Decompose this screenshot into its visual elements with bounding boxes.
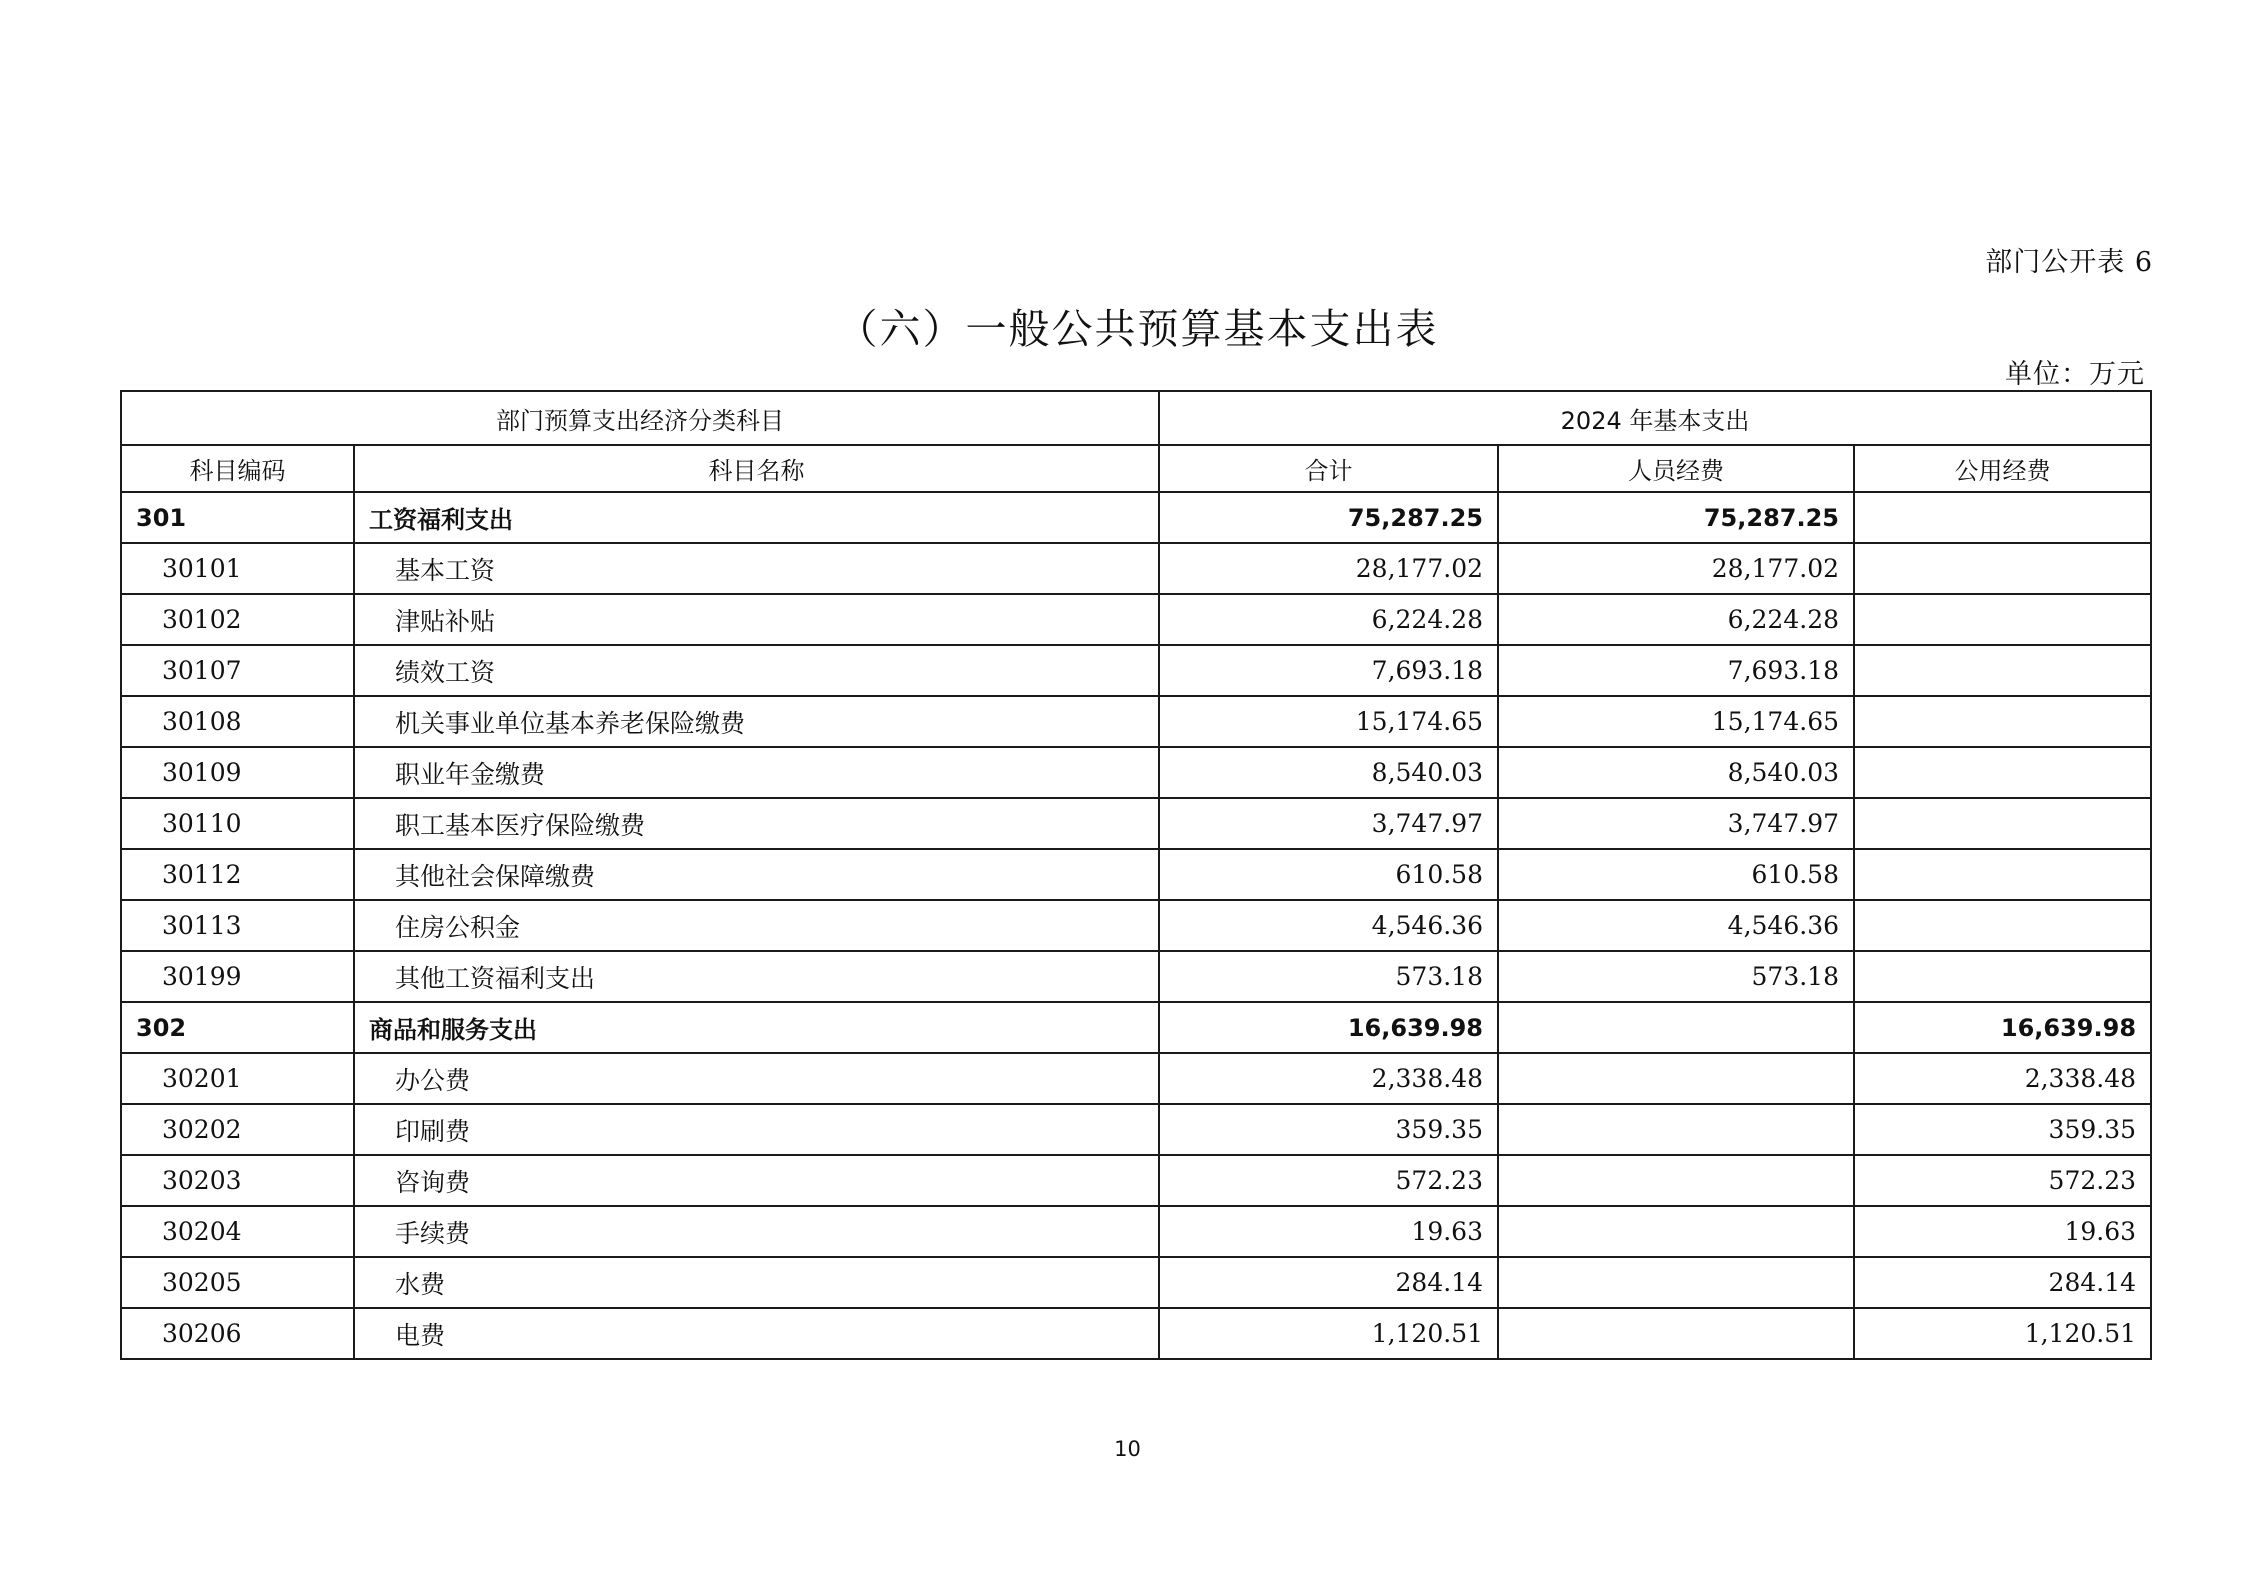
- cell-public: 359.35: [1854, 1104, 2151, 1155]
- cell-public: [1854, 900, 2151, 951]
- unit-label: 单位：万元: [2005, 359, 2145, 390]
- cell-total: 16,639.98: [1159, 1002, 1498, 1053]
- table-row: [121, 1206, 2151, 1257]
- cell-name: 电费: [354, 1308, 1159, 1359]
- cell-personnel: [1498, 1206, 1854, 1257]
- cell-name: 职工基本医疗保险缴费: [354, 798, 1159, 849]
- cell-name: 其他社会保障缴费: [354, 849, 1159, 900]
- cell-public: [1854, 594, 2151, 645]
- cell-total: 3,747.97: [1159, 798, 1498, 849]
- cell-code: 301: [121, 492, 354, 543]
- cell-code: 30108: [121, 696, 354, 747]
- table-row: [121, 1308, 2151, 1359]
- cell-personnel: 28,177.02: [1498, 543, 1854, 594]
- cell-total: 7,693.18: [1159, 645, 1498, 696]
- page-number: 10: [1114, 1437, 1141, 1461]
- cell-personnel: 15,174.65: [1498, 696, 1854, 747]
- category-row: [121, 1002, 2151, 1053]
- cell-personnel: 610.58: [1498, 849, 1854, 900]
- cell-personnel: 6,224.28: [1498, 594, 1854, 645]
- cell-code: 30201: [121, 1053, 354, 1104]
- cell-personnel: 8,540.03: [1498, 747, 1854, 798]
- category-row: [121, 492, 2151, 543]
- cell-name: 基本工资: [354, 543, 1159, 594]
- cell-total: 75,287.25: [1159, 492, 1498, 543]
- cell-code: 30205: [121, 1257, 354, 1308]
- cell-personnel: [1498, 1053, 1854, 1104]
- cell-total: 572.23: [1159, 1155, 1498, 1206]
- header-personnel: 人员经费: [1498, 445, 1854, 492]
- cell-public: [1854, 492, 2151, 543]
- cell-name: 印刷费: [354, 1104, 1159, 1155]
- header-name: 科目名称: [354, 445, 1159, 492]
- cell-name: 水费: [354, 1257, 1159, 1308]
- table-row: [121, 951, 2151, 1002]
- table-body: [121, 492, 2151, 1359]
- table-row: [121, 849, 2151, 900]
- table-row: [121, 594, 2151, 645]
- header-classification: 部门预算支出经济分类科目: [121, 391, 1159, 445]
- cell-code: 30112: [121, 849, 354, 900]
- cell-public: [1854, 696, 2151, 747]
- cell-code: 30203: [121, 1155, 354, 1206]
- cell-public: [1854, 747, 2151, 798]
- cell-name: 津贴补贴: [354, 594, 1159, 645]
- cell-name: 咨询费: [354, 1155, 1159, 1206]
- table-row: [121, 900, 2151, 951]
- cell-public: 16,639.98: [1854, 1002, 2151, 1053]
- cell-personnel: 7,693.18: [1498, 645, 1854, 696]
- cell-name: 其他工资福利支出: [354, 951, 1159, 1002]
- cell-name: 机关事业单位基本养老保险缴费: [354, 696, 1159, 747]
- cell-code: 30109: [121, 747, 354, 798]
- cell-total: 284.14: [1159, 1257, 1498, 1308]
- cell-code: 302: [121, 1002, 354, 1053]
- cell-code: 30101: [121, 543, 354, 594]
- cell-code: 30204: [121, 1206, 354, 1257]
- cell-code: 30113: [121, 900, 354, 951]
- form-number: 部门公开表 6: [1985, 247, 2153, 278]
- cell-public: 284.14: [1854, 1257, 2151, 1308]
- cell-total: 15,174.65: [1159, 696, 1498, 747]
- cell-code: 30102: [121, 594, 354, 645]
- cell-total: 2,338.48: [1159, 1053, 1498, 1104]
- header-code: 科目编码: [121, 445, 354, 492]
- cell-total: 573.18: [1159, 951, 1498, 1002]
- table-row: [121, 1104, 2151, 1155]
- cell-code: 30202: [121, 1104, 354, 1155]
- cell-total: 1,120.51: [1159, 1308, 1498, 1359]
- cell-total: 610.58: [1159, 849, 1498, 900]
- cell-public: [1854, 798, 2151, 849]
- cell-total: 28,177.02: [1159, 543, 1498, 594]
- header-total: 合计: [1159, 445, 1498, 492]
- header-public: 公用经费: [1854, 445, 2151, 492]
- cell-public: [1854, 849, 2151, 900]
- table-row: [121, 645, 2151, 696]
- column-header-row: [121, 445, 2151, 492]
- table-row: [121, 1155, 2151, 1206]
- cell-name: 手续费: [354, 1206, 1159, 1257]
- cell-total: 6,224.28: [1159, 594, 1498, 645]
- cell-public: [1854, 543, 2151, 594]
- table-row: [121, 696, 2151, 747]
- cell-name: 商品和服务支出: [354, 1002, 1159, 1053]
- table-row: [121, 747, 2151, 798]
- cell-public: [1854, 951, 2151, 1002]
- cell-personnel: 573.18: [1498, 951, 1854, 1002]
- cell-code: 30206: [121, 1308, 354, 1359]
- basic-expenditure-table: [120, 390, 2152, 1360]
- cell-total: 359.35: [1159, 1104, 1498, 1155]
- cell-total: 19.63: [1159, 1206, 1498, 1257]
- cell-name: 住房公积金: [354, 900, 1159, 951]
- cell-public: 572.23: [1854, 1155, 2151, 1206]
- group-header-row: [121, 391, 2151, 445]
- cell-personnel: 3,747.97: [1498, 798, 1854, 849]
- cell-personnel: [1498, 1155, 1854, 1206]
- cell-public: [1854, 645, 2151, 696]
- cell-personnel: [1498, 1257, 1854, 1308]
- page-title: （六）一般公共预算基本支出表: [836, 305, 1439, 353]
- table-row: [121, 1257, 2151, 1308]
- cell-personnel: 4,546.36: [1498, 900, 1854, 951]
- cell-total: 4,546.36: [1159, 900, 1498, 951]
- cell-name: 工资福利支出: [354, 492, 1159, 543]
- cell-code: 30199: [121, 951, 354, 1002]
- cell-personnel: [1498, 1104, 1854, 1155]
- cell-personnel: [1498, 1002, 1854, 1053]
- header-basic-expenditure: 2024 年基本支出: [1159, 391, 2151, 445]
- cell-personnel: 75,287.25: [1498, 492, 1854, 543]
- cell-name: 职业年金缴费: [354, 747, 1159, 798]
- table-row: [121, 798, 2151, 849]
- cell-code: 30110: [121, 798, 354, 849]
- cell-code: 30107: [121, 645, 354, 696]
- cell-name: 绩效工资: [354, 645, 1159, 696]
- cell-public: 2,338.48: [1854, 1053, 2151, 1104]
- cell-total: 8,540.03: [1159, 747, 1498, 798]
- cell-name: 办公费: [354, 1053, 1159, 1104]
- cell-public: 1,120.51: [1854, 1308, 2151, 1359]
- cell-public: 19.63: [1854, 1206, 2151, 1257]
- table-row: [121, 1053, 2151, 1104]
- cell-personnel: [1498, 1308, 1854, 1359]
- table-row: [121, 543, 2151, 594]
